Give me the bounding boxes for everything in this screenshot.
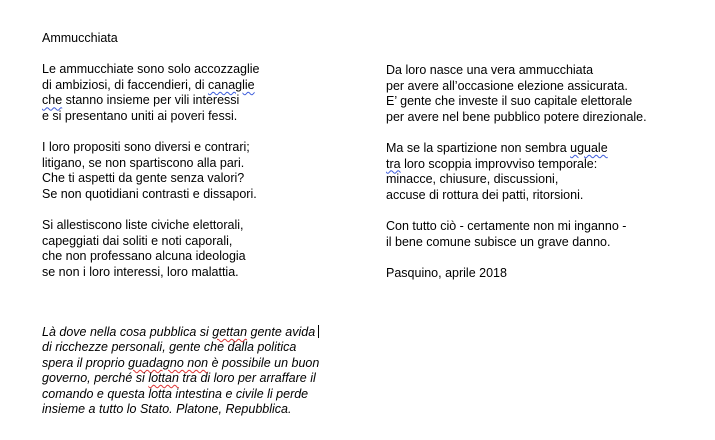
grammar-flag-tra[interactable]: tra — [386, 156, 401, 171]
left-column — [42, 31, 362, 281]
poem-line — [386, 141, 706, 157]
poem-line-text: di ambiziosi, di faccendieri, di — [42, 77, 209, 92]
poem-line-text: stanno insieme per vili interessi — [62, 93, 240, 108]
poem-line: per avere nel bene pubblico potere direzionale. — [386, 109, 647, 124]
grammar-flag-che[interactable]: che — [42, 93, 63, 108]
poem-line: Le ammucchiate sono solo accozzaglie — [42, 62, 260, 77]
quote-text: Là dove nella cosa pubblica si — [42, 325, 213, 339]
poem-line: capeggiati dai soliti e noti caporali, — [42, 233, 233, 248]
spelling-flag-guadagno-non[interactable]: guadagno non — [128, 355, 209, 370]
poem-line: Se non quotidiani contrasti e dissapori. — [42, 186, 257, 201]
poem-line: che non professano alcuna ideologia — [42, 249, 246, 264]
quote-text: è possibile un buon — [208, 355, 320, 370]
poem-line: litigano, se non spartiscono alla pari. — [42, 155, 245, 170]
poem-line: accuse di rottura dei patti, ritorsioni. — [386, 187, 584, 202]
poem-line — [42, 93, 362, 109]
signature: Pasquino, aprile 2018 — [386, 265, 507, 280]
poem-title: Ammucchiata — [42, 31, 118, 45]
poem-line: se non i loro interessi, loro malattia. — [42, 264, 239, 279]
quote-text: spera il proprio — [42, 355, 129, 370]
poem-line — [42, 78, 362, 94]
spelling-flag-lottan[interactable]: lottan — [148, 371, 179, 386]
quote-text: gente avida — [247, 325, 316, 339]
grammar-flag-canaglie[interactable]: canaglie — [208, 77, 255, 92]
poem-line: Con tutto ciò - certamente non mi inganno - — [386, 218, 627, 233]
poem-line: e si presentano uniti ai poveri fessi. — [42, 108, 238, 123]
quote-line — [42, 325, 352, 340]
quote-text: governo, perché si — [42, 371, 149, 386]
platone-quote — [42, 325, 352, 417]
grammar-flag-uguale[interactable]: uguale — [570, 140, 608, 155]
poem-line-text: loro scoppia improvviso temporale: — [400, 156, 598, 171]
poem-line: Da loro nasce una vera ammucchiata — [386, 63, 594, 77]
poem-line-text: Ma se la spartizione non sembra — [386, 140, 571, 155]
quote-text: tra di loro per arraffare il — [178, 371, 316, 386]
right-column — [386, 63, 706, 281]
poem-line: E’ gente che investe il suo capitale elettorale — [386, 94, 633, 109]
poem-line: Che ti aspetti da gente senza valori? — [42, 171, 245, 186]
spelling-flag-gettan[interactable]: gettan — [212, 325, 248, 339]
quote-line: insieme a tutto lo Stato. Platone, Repubblica. — [42, 401, 292, 416]
quote-line — [42, 356, 352, 371]
text-cursor — [318, 325, 319, 338]
poem-line: I loro propositi sono diversi e contrari; — [42, 140, 250, 155]
poem-line: il bene comune subisce un grave danno. — [386, 234, 611, 249]
quote-line: comando e questa lotta intestina e civile li perde — [42, 386, 309, 401]
quote-line: di ricchezze personali, gente che dalla politica — [42, 340, 297, 355]
poem-line: Si allestiscono liste civiche elettorali, — [42, 218, 244, 233]
poem-line — [386, 157, 706, 173]
poem-line: per avere all’occasione elezione assicurata. — [386, 78, 628, 93]
poem-line: minacce, chiusure, discussioni, — [386, 172, 559, 187]
quote-line — [42, 371, 352, 386]
